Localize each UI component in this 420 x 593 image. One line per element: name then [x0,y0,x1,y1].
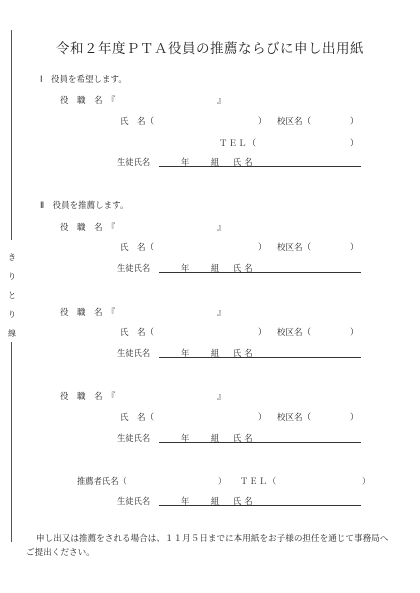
student-name-label: 氏名 [233,348,256,358]
name-close: ） [258,413,267,423]
district-close: ） [350,117,359,127]
class-label: 組 [211,496,220,506]
student-name-label: 氏名 [233,263,256,273]
district-close: ） [350,413,359,423]
year-label: 年 [181,433,190,443]
recommender-name-label[interactable]: 推薦者氏名（ [77,476,127,486]
student-underline[interactable] [159,272,361,273]
name-close: ） [258,328,267,338]
role-close: 』 [217,96,226,106]
name-label[interactable]: 氏 名（ [120,413,155,423]
student-name-label: 氏名 [233,157,256,167]
class-label: 組 [211,157,220,167]
recommender-tel-close: ） [362,476,371,486]
class-label: 組 [211,433,220,443]
student-underline[interactable] [159,505,361,506]
year-label: 年 [181,496,190,506]
name-label[interactable]: 氏 名（ [120,328,155,338]
class-label: 組 [211,348,220,358]
year-label: 年 [181,263,190,273]
class-label: 組 [211,263,220,273]
cut-line-bottom [11,342,12,542]
recommender-name-close: ） [218,476,227,486]
year-label: 年 [181,157,190,167]
student-label: 生徒氏名 [117,157,151,167]
district-label[interactable]: 校区名（ [277,413,312,423]
section1-heading: Ⅰ 役員を希望します。 [40,75,127,85]
recommender-tel-label[interactable]: ＴＥＬ（ [240,476,278,486]
district-label[interactable]: 校区名（ [277,243,312,253]
role-close: 』 [217,223,226,233]
student-underline[interactable] [159,357,361,358]
name-label[interactable]: 氏 名（ [120,117,155,127]
name-label[interactable]: 氏 名（ [120,243,155,253]
name-close: ） [258,117,267,127]
student-name-label: 氏名 [233,433,256,443]
student-underline[interactable] [159,166,361,167]
district-label[interactable]: 校区名（ [277,117,312,127]
form-title: 令和２年度ＰＴＡ役員の推薦ならびに申し出用紙 [56,41,364,57]
role-close: 』 [217,308,226,318]
student-label: 生徒氏名 [117,263,151,273]
student-underline[interactable] [159,442,361,443]
cut-line-label: き り と り 線 [8,253,16,338]
name-close: ） [258,243,267,253]
tel-close: ） [350,139,359,149]
role-label: 役 職 名 『 [60,223,116,233]
district-close: ） [350,243,359,253]
role-label: 役 職 名 『 [60,392,116,402]
tel-label[interactable]: ＴＥＬ（ [219,139,258,149]
role-label: 役 職 名 『 [60,308,116,318]
student-label: 生徒氏名 [117,433,151,443]
district-label[interactable]: 校区名（ [277,328,312,338]
student-name-label: 氏名 [233,496,256,506]
district-close: ） [350,328,359,338]
cut-line-top [11,30,12,240]
student-label: 生徒氏名 [117,348,151,358]
role-label: 役 職 名 『 [60,96,116,106]
year-label: 年 [181,348,190,358]
submission-note: 申し出又は推薦をされる場合は、１１月５日までに本用紙をお子様の担任を通じて事務局へご提出ください。 [26,534,389,558]
section2-heading: Ⅱ 役員を推薦します。 [40,201,129,211]
role-close: 』 [217,392,226,402]
student-label: 生徒氏名 [117,496,151,506]
